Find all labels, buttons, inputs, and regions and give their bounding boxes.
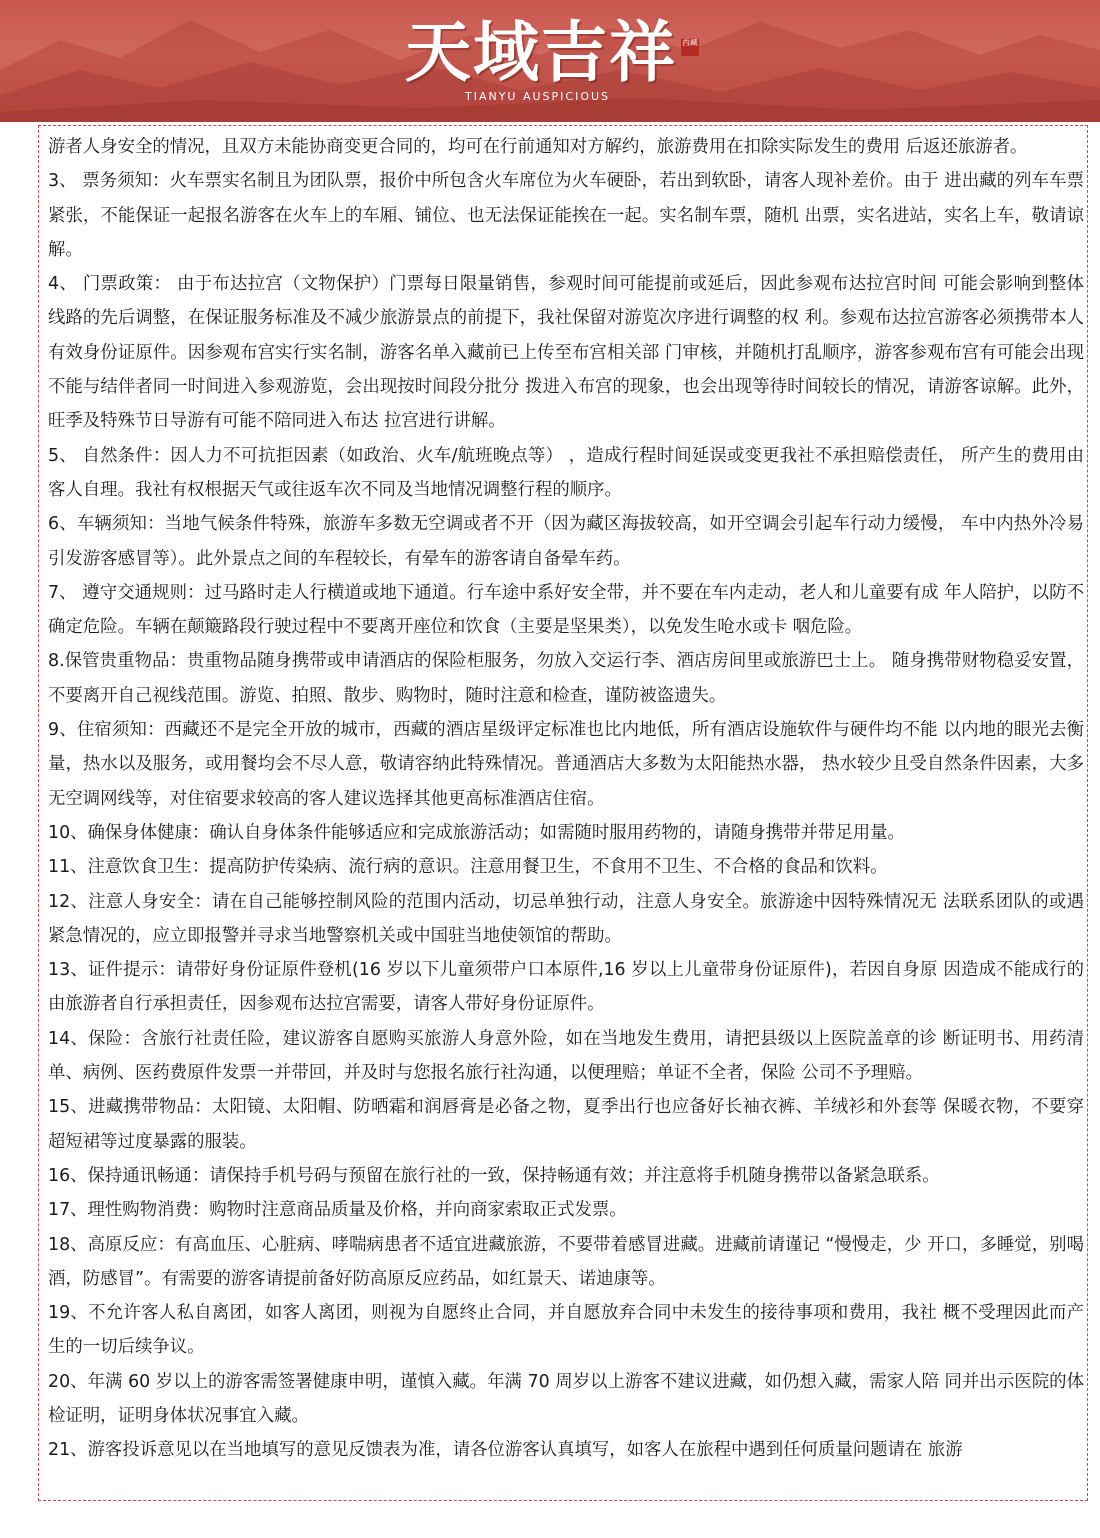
header-banner — [0, 0, 1100, 122]
paragraph: 18、高原反应：有高血压、心脏病、哮喘病患者不适宜进藏旅游，不要带着感冒进藏。进藏前请谨记 “慢慢走，少 开口，多睡觉，别喝酒，防感冒”。有需要的游客请提前备好防高原反应药品，如红景天、诺迪康等。 — [48, 1234, 1084, 1289]
paragraph: 14、保险：含旅行社责任险，建议游客自愿购买旅游人身意外险，如在当地发生费用，请把县级以上医院盖章的诊 断证明书、用药清单、病例、医药费原件发票一并带回，并及时与您报名旅行社沟通，以便理赔；单证不全者，保险 公司不予理赔。 — [48, 1028, 1084, 1084]
paragraph: 4、 门票政策： 由于布达拉宫（文物保护）门票每日限量销售，参观时间可能提前或延后，因此参观布达拉宫时间 可能会影响到整体线路的先后调整，在保证服务标准及不减少旅游景点的前提下，我社保留对游览次序进行调整的权 利。参观布达拉宫游客必须携带本人有效身份证原件。因参观布宫实行实名制，游客名单入藏前已上传至布宫相关部 门审核，并随机打乱顺序，游客参观布宫有可能会出现不能与结伴者同一时间进入参观游览，会出现按时间段分批分 拨进入布宫的现象，也会出现等待时间较长的情况，请游客谅解。此外，旺季及特殊节日导游有可能不陪同进入布达 拉宫进行讲解。 — [48, 274, 1084, 432]
paragraph: 8.保管贵重物品：贵重物品随身携带或申请酒店的保险柜服务，勿放入交运行李、酒店房间里或旅游巴士上。 随身携带财物稳妥安置，不要离开自己视线范围。游览、拍照、散步、购物时，随时注意和检查，谨防被盗遗失。 — [48, 651, 1084, 706]
logo-title: 天域吉祥 — [405, 13, 677, 91]
paragraph: 12、注意人身安全：请在自己能够控制风险的范围内活动，切忌单独行动，注意人身安全。旅游途中因特殊情况无 法联系团队的或遇紧急情况的，应立即报警并寻求当地警察机关或中国驻当地使领馆的帮助。 — [48, 891, 1084, 946]
document-body — [48, 130, 1084, 1502]
paragraph: 10、确保身体健康：确认自身体条件能够适应和完成旅游活动；如需随时服用药物的，请随身携带并带足用量。 — [48, 822, 905, 843]
paragraph: 9、住宿须知：西藏还不是完全开放的城市，西藏的酒店星级评定标准也比内地低，所有酒店设施软件与硬件均不能 以内地的眼光去衡量，热水以及服务，或用餐均会不尽人意，敬请容纳此特殊情况。普通酒店大多数为太阳能热水器， 热水较少且受自然条件因素，大多无空调网线等，对住宿要求较高的客人建议选择其他更高标准酒店住宿。 — [48, 720, 1084, 809]
logo-seal: 西藏 — [681, 38, 699, 56]
paragraph: 16、保持通讯畅通：请保持手机号码与预留在旅行社的一致，保持畅通有效；并注意将手机随身携带以备紧急联系。 — [48, 1165, 940, 1186]
paragraph: 3、 票务须知：火车票实名制且为团队票，报价中所包含火车席位为火车硬卧，若出到软卧，请客人现补差价。由于 进出藏的列车车票紧张，不能保证一起报名游客在火车上的车厢、铺位、也无法保证能挨在一起。实名制车票，随机 出票，实名进站，实名上车，敬请谅解。 — [48, 171, 1084, 260]
paragraph: 6、车辆须知：当地气候条件特殊，旅游车多数无空调或者不开（因为藏区海拔较高，如开空调会引起车行动力缓慢， 车中内热外冷易引发游客感冒等）。此外景点之间的车程较长，有晕车的游客请自备晕车药。 — [48, 514, 1084, 569]
paragraph: 20、年满 60 岁以上的游客需签署健康申明，谨慎入藏。年满 70 周岁以上游客不建议进藏，如仍想入藏，需家人陪 同并出示医院的体检证明，证明身体状况事宜入藏。 — [48, 1371, 1084, 1426]
paragraph: 19、不允许客人私自离团，如客人离团，则视为自愿终止合同，并自愿放弃合同中未发生的接待事项和费用，我社 概不受理因此而产生的一切后续争议。 — [48, 1303, 1084, 1358]
paragraph: 7、 遵守交通规则：过马路时走人行横道或地下通道。行车途中系好安全带，并不要在车内走动，老人和儿童要有成 年人陪护，以防不确定危险。车辆在颠簸路段行驶过程中不要离开座位和饮食（主要是坚果类），以免发生呛水或卡 咽危险。 — [48, 582, 1084, 638]
paragraph: 21、游客投诉意见以在当地填写的意见反馈表为准，请各位游客认真填写，如客人在旅程中遇到任何质量问题请在 旅游 — [48, 1440, 963, 1461]
paragraph: 游者人身安全的情况，且双方未能协商变更合同的，均可在行前通知对方解约，旅游费用在扣除实际发生的费用 后返还旅游者。 — [48, 137, 1028, 157]
paragraph: 5、 自然条件：因人力不可抗拒因素（如政治、火车/航班晚点等） ，造成行程时间延误或变更我社不承担赔偿责任， 所产生的费用由客人自理。我社有权根据天气或往返车次不同及当地情况调整行程的顺序。 — [48, 445, 1084, 500]
logo-subtitle: TIANYU AUSPICIOUS — [465, 90, 611, 103]
paragraph: 15、进藏携带物品：太阳镜、太阳帽、防晒霜和润唇膏是必备之物，夏季出行也应备好长袖衣裤、羊绒衫和外套等 保暖衣物，不要穿超短裙等过度暴露的服装。 — [48, 1097, 1084, 1152]
paragraph: 13、证件提示：请带好身份证原件登机(16 岁以下儿童须带户口本原件,16 岁以上儿童带身份证原件)，若因自身原 因造成不能成行的由旅游者自行承担责任，因参观布达拉宫需要，请客人带好身份证原件。 — [48, 960, 1084, 1015]
paragraph: 17、理性购物消费：购物时注意商品质量及价格，并向商家索取正式发票。 — [48, 1200, 627, 1221]
paragraph: 11、注意饮食卫生：提高防护传染病、流行病的意识。注意用餐卫生，不食用不卫生、不合格的食品和饮料。 — [48, 857, 888, 878]
brand-logo — [405, 12, 705, 108]
